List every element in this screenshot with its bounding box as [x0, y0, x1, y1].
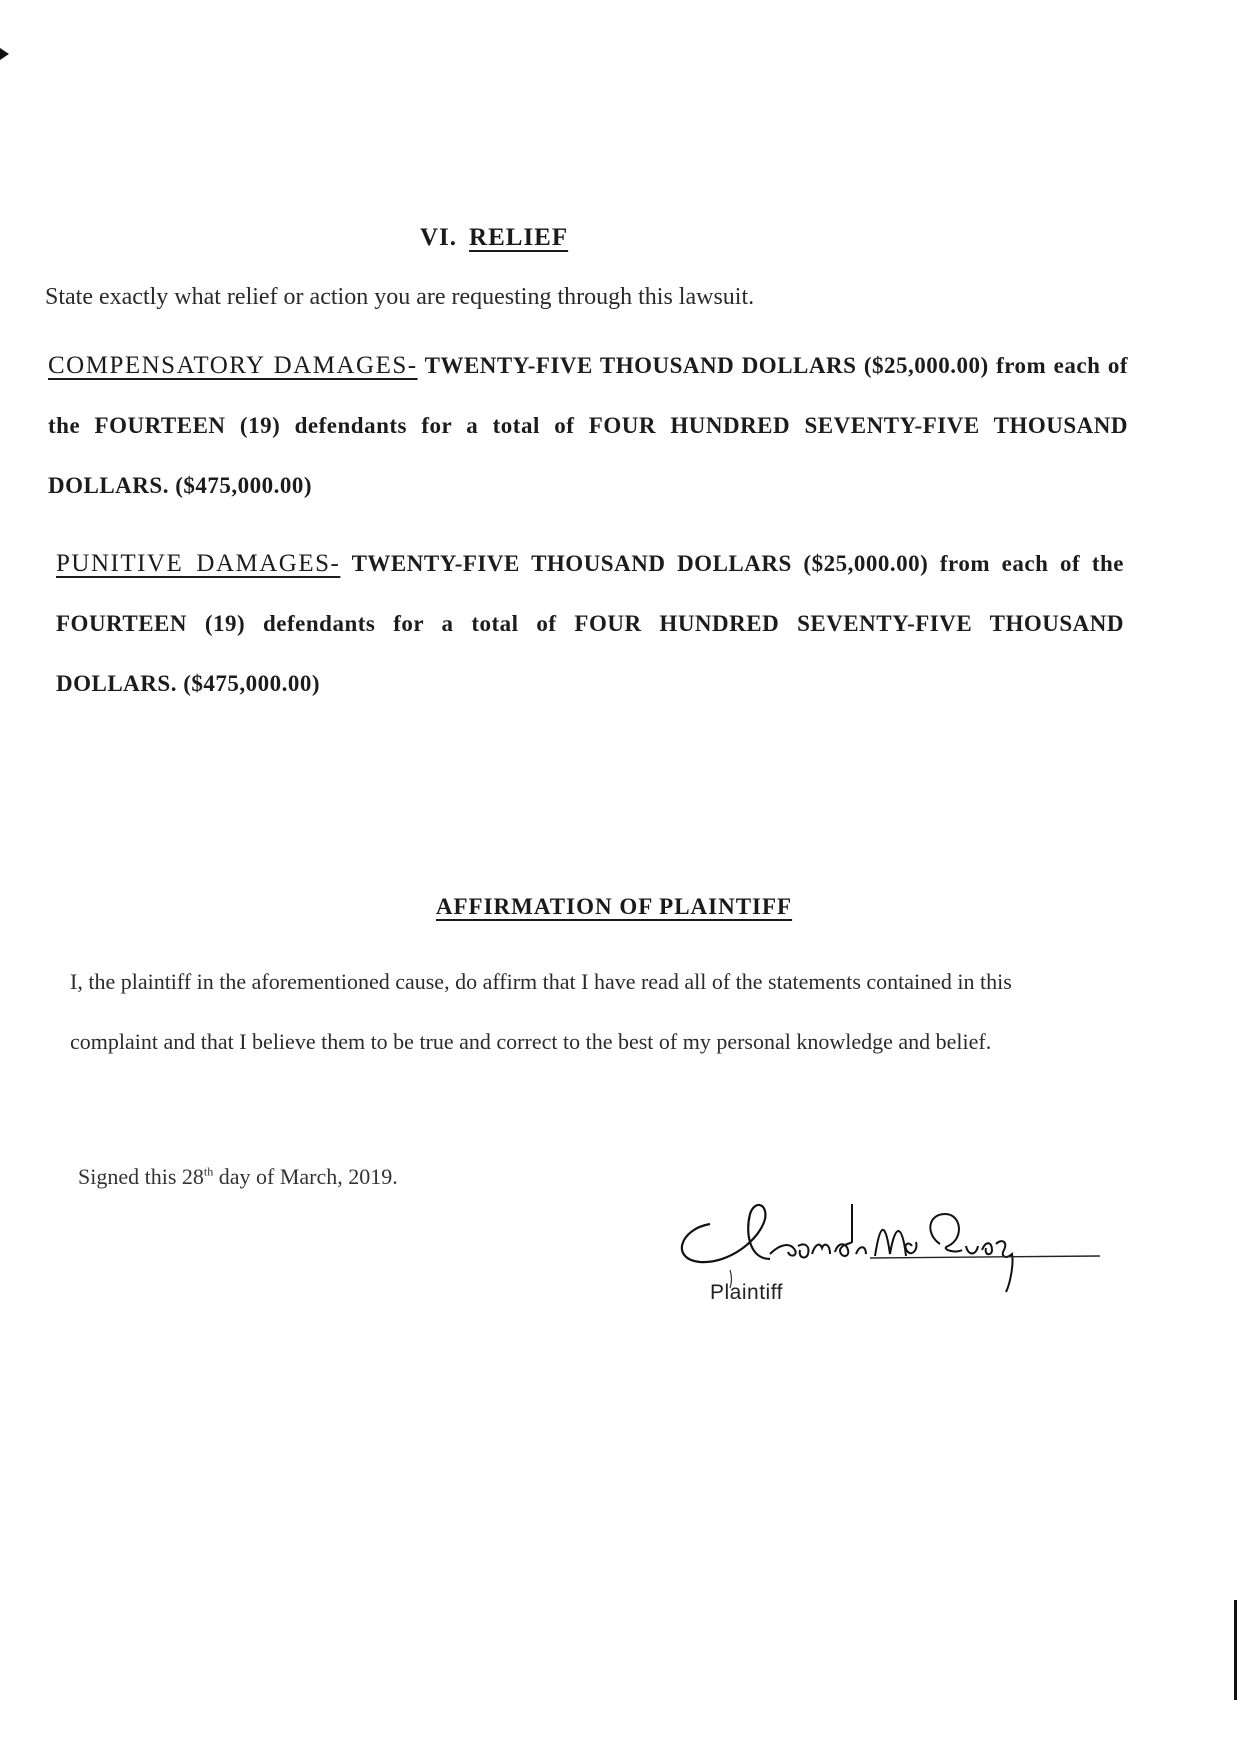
punitive-label: PUNITIVE DAMAGES- [56, 550, 341, 577]
signed-prefix: Signed this 28 [78, 1164, 204, 1189]
relief-instruction: State exactly what relief or action you are requesting through this lawsuit. [45, 284, 755, 310]
signed-date-line [78, 1164, 398, 1190]
compensatory-text: TWENTY-FIVE THOUSAND DOLLARS ($25,000.00) from each of the FOURTEEN (19) defendants for a total of FOUR HUNDRED SEVENTY-FIVE THOUSAND DOLLARS. ($475,000.00) [48, 353, 1128, 498]
plaintiff-role-label: Plaintiff [710, 1281, 783, 1304]
relief-heading [420, 224, 840, 252]
section-number: VI. [420, 224, 458, 251]
affirmation-heading [394, 894, 834, 920]
affirmation-statement: I, the plaintiff in the aforementioned cause, do affirm that I have read all of the statements contained in this complaint and that I believe them to be true and correct to the best of my personal knowledge and belief. [70, 969, 1012, 1054]
signed-rest: day of March, 2019. [213, 1164, 398, 1189]
punitive-text: TWENTY-FIVE THOUSAND DOLLARS ($25,000.00) from each of the FOURTEEN (19) defendants for a total of FOUR HUNDRED SEVENTY-FIVE THOUSAND DOLLARS. ($475,000.00) [56, 551, 1124, 696]
compensatory-damages-claim [48, 336, 1128, 516]
affirmation-title: AFFIRMATION OF PLAINTIFF [435, 894, 793, 919]
section-title: RELIEF [469, 224, 569, 251]
scan-corner-mark [0, 48, 9, 60]
compensatory-label: COMPENSATORY DAMAGES- [48, 352, 418, 379]
punitive-damages-claim [56, 534, 1124, 714]
signed-ordinal: th [203, 1164, 214, 1179]
scan-edge-line [1234, 1600, 1237, 1700]
plaintiff-signature [670, 1184, 1110, 1294]
